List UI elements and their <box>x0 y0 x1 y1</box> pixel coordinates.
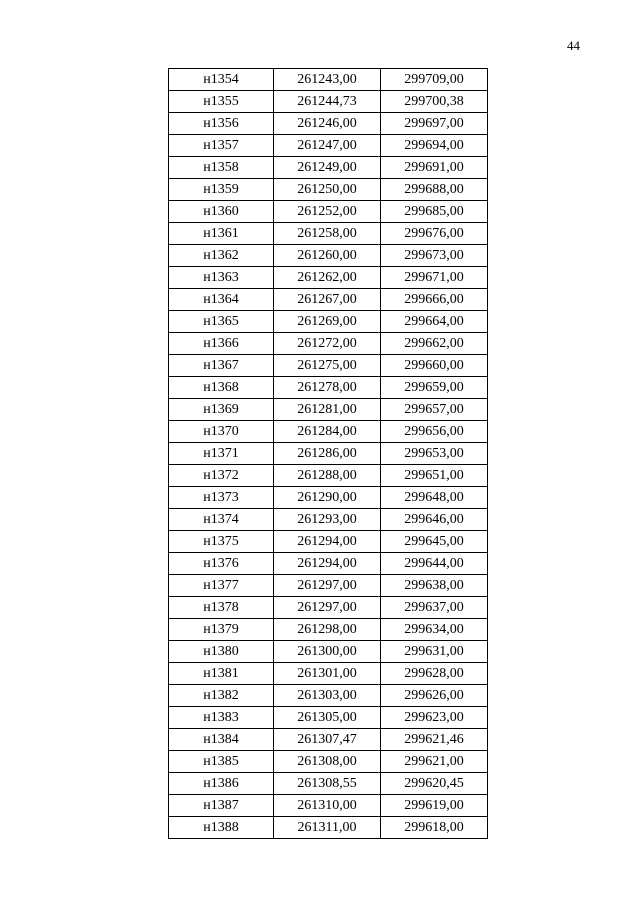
y-coordinate-cell: 299631,00 <box>381 641 488 663</box>
y-coordinate-cell: 299657,00 <box>381 399 488 421</box>
table-row <box>169 69 488 91</box>
table-row <box>169 355 488 377</box>
point-id-cell: н1355 <box>169 91 274 113</box>
point-id-cell: н1378 <box>169 597 274 619</box>
x-coordinate-cell: 261301,00 <box>274 663 381 685</box>
x-coordinate-cell: 261294,00 <box>274 531 381 553</box>
x-coordinate-cell: 261311,00 <box>274 817 381 839</box>
table-row <box>169 553 488 575</box>
x-coordinate-cell: 261286,00 <box>274 443 381 465</box>
y-coordinate-cell: 299685,00 <box>381 201 488 223</box>
point-id-cell: н1365 <box>169 311 274 333</box>
point-id-cell: н1354 <box>169 69 274 91</box>
point-id-cell: н1388 <box>169 817 274 839</box>
x-coordinate-cell: 261281,00 <box>274 399 381 421</box>
table-row <box>169 245 488 267</box>
point-id-cell: н1375 <box>169 531 274 553</box>
point-id-cell: н1387 <box>169 795 274 817</box>
x-coordinate-cell: 261288,00 <box>274 465 381 487</box>
point-id-cell: н1379 <box>169 619 274 641</box>
x-coordinate-cell: 261260,00 <box>274 245 381 267</box>
table-row <box>169 641 488 663</box>
table-row <box>169 509 488 531</box>
point-id-cell: н1371 <box>169 443 274 465</box>
y-coordinate-cell: 299634,00 <box>381 619 488 641</box>
y-coordinate-cell: 299694,00 <box>381 135 488 157</box>
x-coordinate-cell: 261305,00 <box>274 707 381 729</box>
table-row <box>169 289 488 311</box>
x-coordinate-cell: 261298,00 <box>274 619 381 641</box>
table-row <box>169 91 488 113</box>
table-row <box>169 135 488 157</box>
point-id-cell: н1361 <box>169 223 274 245</box>
point-id-cell: н1386 <box>169 773 274 795</box>
y-coordinate-cell: 299619,00 <box>381 795 488 817</box>
y-coordinate-cell: 299697,00 <box>381 113 488 135</box>
x-coordinate-cell: 261290,00 <box>274 487 381 509</box>
table-row <box>169 223 488 245</box>
table-row <box>169 729 488 751</box>
x-coordinate-cell: 261262,00 <box>274 267 381 289</box>
point-id-cell: н1382 <box>169 685 274 707</box>
table-row <box>169 531 488 553</box>
y-coordinate-cell: 299623,00 <box>381 707 488 729</box>
point-id-cell: н1384 <box>169 729 274 751</box>
y-coordinate-cell: 299628,00 <box>381 663 488 685</box>
table-row <box>169 707 488 729</box>
x-coordinate-cell: 261258,00 <box>274 223 381 245</box>
point-id-cell: н1360 <box>169 201 274 223</box>
table-row <box>169 597 488 619</box>
x-coordinate-cell: 261244,73 <box>274 91 381 113</box>
point-id-cell: н1370 <box>169 421 274 443</box>
point-id-cell: н1367 <box>169 355 274 377</box>
y-coordinate-cell: 299664,00 <box>381 311 488 333</box>
point-id-cell: н1364 <box>169 289 274 311</box>
x-coordinate-cell: 261249,00 <box>274 157 381 179</box>
x-coordinate-cell: 261293,00 <box>274 509 381 531</box>
x-coordinate-cell: 261267,00 <box>274 289 381 311</box>
x-coordinate-cell: 261308,00 <box>274 751 381 773</box>
y-coordinate-cell: 299700,38 <box>381 91 488 113</box>
y-coordinate-cell: 299646,00 <box>381 509 488 531</box>
x-coordinate-cell: 261308,55 <box>274 773 381 795</box>
y-coordinate-cell: 299653,00 <box>381 443 488 465</box>
y-coordinate-cell: 299662,00 <box>381 333 488 355</box>
y-coordinate-cell: 299648,00 <box>381 487 488 509</box>
table-row <box>169 267 488 289</box>
y-coordinate-cell: 299671,00 <box>381 267 488 289</box>
point-id-cell: н1385 <box>169 751 274 773</box>
table-row <box>169 619 488 641</box>
table-row <box>169 179 488 201</box>
page-number: 44 <box>567 38 580 53</box>
y-coordinate-cell: 299666,00 <box>381 289 488 311</box>
point-id-cell: н1366 <box>169 333 274 355</box>
table-row <box>169 663 488 685</box>
x-coordinate-cell: 261247,00 <box>274 135 381 157</box>
point-id-cell: н1380 <box>169 641 274 663</box>
table-row <box>169 575 488 597</box>
point-id-cell: н1369 <box>169 399 274 421</box>
point-id-cell: н1356 <box>169 113 274 135</box>
y-coordinate-cell: 299688,00 <box>381 179 488 201</box>
x-coordinate-cell: 261250,00 <box>274 179 381 201</box>
x-coordinate-cell: 261310,00 <box>274 795 381 817</box>
table-row <box>169 443 488 465</box>
x-coordinate-cell: 261284,00 <box>274 421 381 443</box>
y-coordinate-cell: 299709,00 <box>381 69 488 91</box>
y-coordinate-cell: 299620,45 <box>381 773 488 795</box>
table-row <box>169 399 488 421</box>
y-coordinate-cell: 299638,00 <box>381 575 488 597</box>
x-coordinate-cell: 261297,00 <box>274 597 381 619</box>
y-coordinate-cell: 299659,00 <box>381 377 488 399</box>
x-coordinate-cell: 261294,00 <box>274 553 381 575</box>
point-id-cell: н1359 <box>169 179 274 201</box>
point-id-cell: н1374 <box>169 509 274 531</box>
point-id-cell: н1372 <box>169 465 274 487</box>
x-coordinate-cell: 261278,00 <box>274 377 381 399</box>
table-row <box>169 311 488 333</box>
table-row <box>169 685 488 707</box>
coordinates-table <box>168 68 488 839</box>
x-coordinate-cell: 261272,00 <box>274 333 381 355</box>
y-coordinate-cell: 299637,00 <box>381 597 488 619</box>
x-coordinate-cell: 261243,00 <box>274 69 381 91</box>
y-coordinate-cell: 299644,00 <box>381 553 488 575</box>
point-id-cell: н1376 <box>169 553 274 575</box>
point-id-cell: н1358 <box>169 157 274 179</box>
x-coordinate-cell: 261246,00 <box>274 113 381 135</box>
coordinates-table-body <box>169 69 488 839</box>
x-coordinate-cell: 261303,00 <box>274 685 381 707</box>
table-row <box>169 773 488 795</box>
x-coordinate-cell: 261269,00 <box>274 311 381 333</box>
y-coordinate-cell: 299673,00 <box>381 245 488 267</box>
table-row <box>169 751 488 773</box>
y-coordinate-cell: 299691,00 <box>381 157 488 179</box>
x-coordinate-cell: 261307,47 <box>274 729 381 751</box>
y-coordinate-cell: 299626,00 <box>381 685 488 707</box>
x-coordinate-cell: 261297,00 <box>274 575 381 597</box>
y-coordinate-cell: 299645,00 <box>381 531 488 553</box>
table-row <box>169 333 488 355</box>
table-row <box>169 377 488 399</box>
table-row <box>169 465 488 487</box>
table-row <box>169 795 488 817</box>
table-row <box>169 487 488 509</box>
x-coordinate-cell: 261300,00 <box>274 641 381 663</box>
point-id-cell: н1362 <box>169 245 274 267</box>
table-row <box>169 113 488 135</box>
y-coordinate-cell: 299618,00 <box>381 817 488 839</box>
table-row <box>169 157 488 179</box>
y-coordinate-cell: 299676,00 <box>381 223 488 245</box>
point-id-cell: н1363 <box>169 267 274 289</box>
x-coordinate-cell: 261252,00 <box>274 201 381 223</box>
point-id-cell: н1373 <box>169 487 274 509</box>
table-row <box>169 201 488 223</box>
table-row <box>169 817 488 839</box>
table-row <box>169 421 488 443</box>
point-id-cell: н1381 <box>169 663 274 685</box>
y-coordinate-cell: 299621,00 <box>381 751 488 773</box>
y-coordinate-cell: 299656,00 <box>381 421 488 443</box>
y-coordinate-cell: 299621,46 <box>381 729 488 751</box>
point-id-cell: н1377 <box>169 575 274 597</box>
point-id-cell: н1357 <box>169 135 274 157</box>
y-coordinate-cell: 299660,00 <box>381 355 488 377</box>
point-id-cell: н1368 <box>169 377 274 399</box>
x-coordinate-cell: 261275,00 <box>274 355 381 377</box>
y-coordinate-cell: 299651,00 <box>381 465 488 487</box>
point-id-cell: н1383 <box>169 707 274 729</box>
